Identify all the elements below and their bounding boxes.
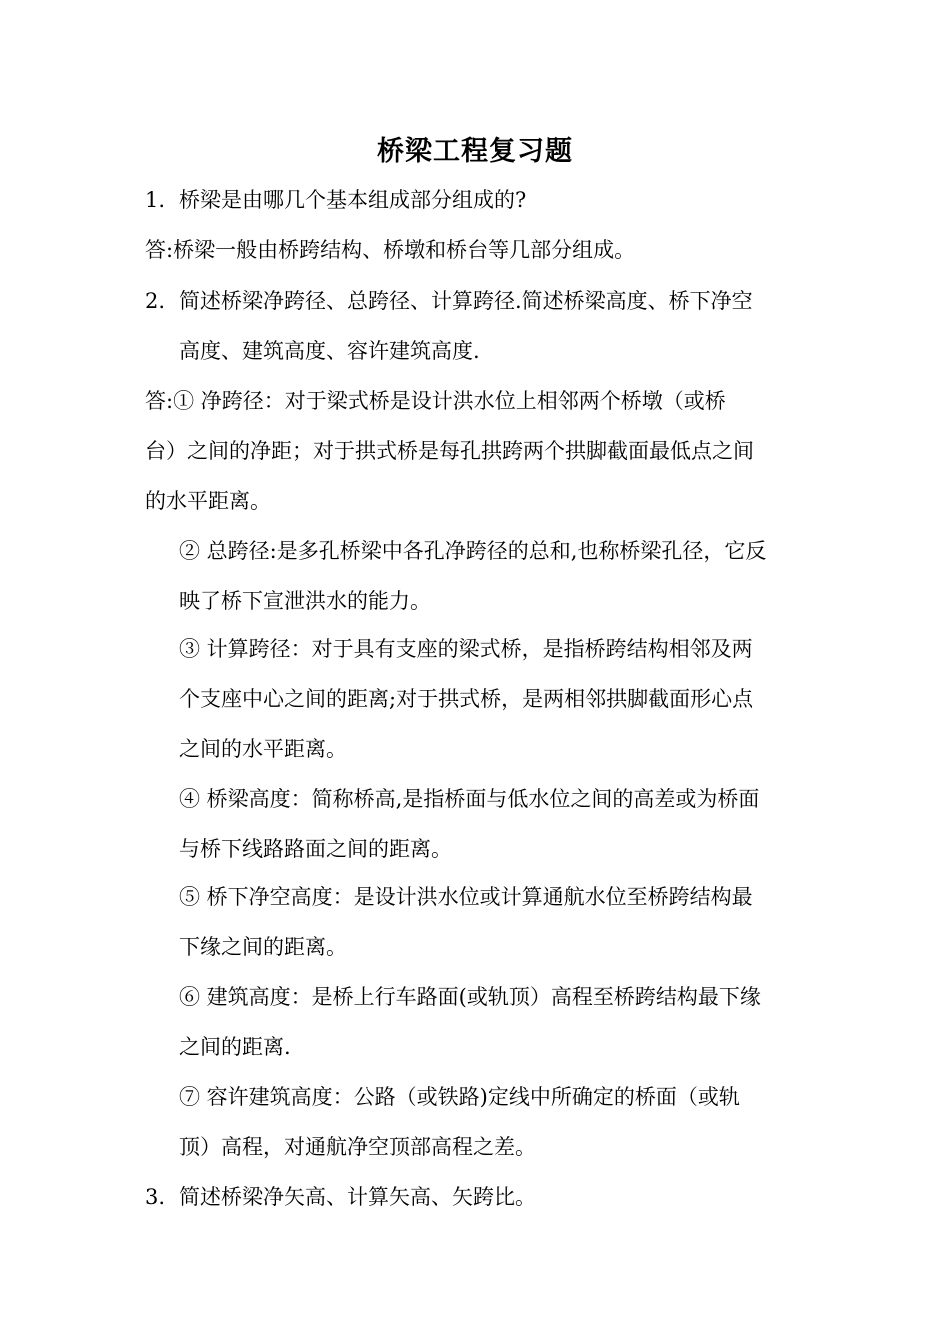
answer-line: ⑥ 建筑高度：是桥上行车路面(或轨顶）高程至桥跨结构最下缘 xyxy=(179,985,761,1009)
answer-line: 台）之间的净距；对于拱式桥是每孔拱跨两个拱脚截面最低点之间 xyxy=(145,439,754,463)
answer-line: 个支座中心之间的距离;对于拱式桥，是两相邻拱脚截面形心点 xyxy=(179,687,754,711)
answer-line: ④ 桥梁高度：简称桥高,是指桥面与低水位之间的高差或为桥面 xyxy=(179,787,760,811)
question-2 xyxy=(145,286,753,316)
answer-line: ⑦ 容许建筑高度：公路（或铁路)定线中所确定的桥面（或轨 xyxy=(179,1085,740,1109)
answer-line: ② 总跨径:是多孔桥梁中各孔净跨径的总和,也称桥梁孔径，它反 xyxy=(179,539,767,563)
question-number: 1. xyxy=(145,188,166,212)
answer-line: ③ 计算跨径：对于具有支座的梁式桥，是指桥跨结构相邻及两 xyxy=(179,637,753,661)
document-title: 桥梁工程复习题 xyxy=(377,136,573,167)
answer-line: 的水平距离。 xyxy=(145,489,271,513)
question-number: 3. xyxy=(145,1185,166,1209)
answer-line: 之间的水平距离。 xyxy=(179,737,347,761)
answer-line: 顶）高程，对通航净空顶部高程之差。 xyxy=(179,1135,536,1159)
question-text-line: 高度、建筑高度、容许建筑高度. xyxy=(179,339,480,363)
answer-line: 下缘之间的距离。 xyxy=(179,935,347,959)
question-text: 简述桥梁净矢高、计算矢高、矢跨比。 xyxy=(179,1185,536,1209)
question-text: 桥梁是由哪几个基本组成部分组成的? xyxy=(179,188,527,212)
answer-1: 答:桥梁一般由桥跨结构、桥墩和桥台等几部分组成。 xyxy=(145,238,636,262)
answer-line: 与桥下线路路面之间的距离。 xyxy=(179,837,452,861)
answer-line: 之间的距离. xyxy=(179,1035,291,1059)
question-3 xyxy=(145,1182,536,1212)
question-text-line: 简述桥梁净跨径、总跨径、计算跨径.简述桥梁高度、桥下净空 xyxy=(179,289,753,313)
answer-line: 答:① 净跨径：对于梁式桥是设计洪水位上相邻两个桥墩（或桥 xyxy=(145,389,726,413)
question-1 xyxy=(145,185,526,215)
answer-line: 映了桥下宣泄洪水的能力。 xyxy=(179,589,431,613)
question-number: 2. xyxy=(145,289,166,313)
answer-line: ⑤ 桥下净空高度：是设计洪水位或计算通航水位至桥跨结构最 xyxy=(179,885,753,909)
